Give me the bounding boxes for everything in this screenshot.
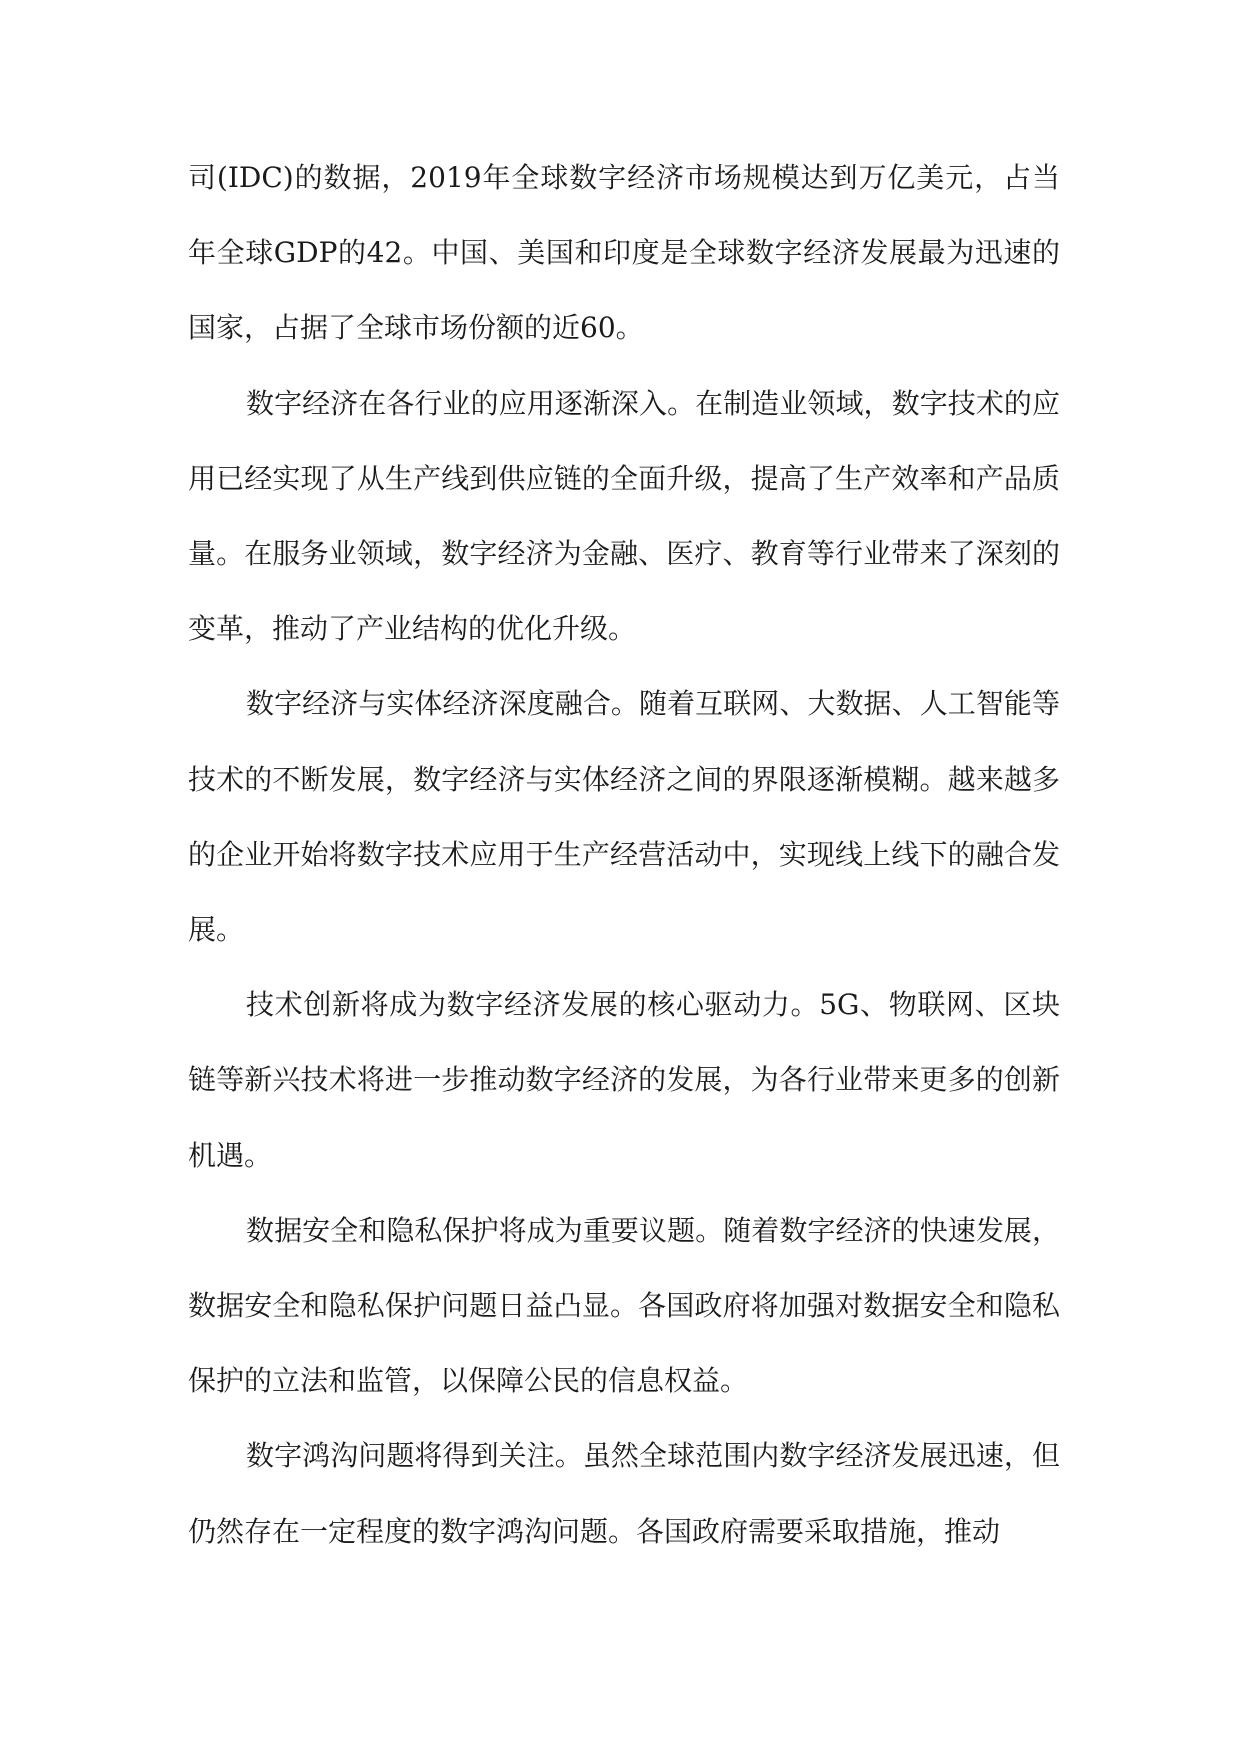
paragraph-technology-innovation: 技术创新将成为数字经济发展的核心驱动力。5G、物联网、区块链等新兴技术将进一步推动数字经济的发展，为各行业带来更多的创新机遇。 (188, 988, 1060, 1172)
document-body (188, 140, 1060, 1569)
paragraph-continuation: 司(IDC)的数据，2019年全球数字经济市场规模达到万亿美元，占当年全球GDP的42。中国、美国和印度是全球数字经济发展最为迅速的国家，占据了全球市场份额的近60。 (188, 161, 1060, 345)
paragraph-industry-application: 数字经济在各行业的应用逐渐深入。在制造业领域，数字技术的应用已经实现了从生产线到供应链的全面升级，提高了生产效率和产品质量。在服务业领域，数字经济为金融、医疗、教育等行业带来了深刻的变革，推动了产业结构的优化升级。 (188, 386, 1060, 646)
paragraph-real-economy-integration: 数字经济与实体经济深度融合。随着互联网、大数据、人工智能等技术的不断发展，数字经济与实体经济之间的界限逐渐模糊。越来越多的企业开始将数字技术应用于生产经营活动中，实现线上线下的融合发展。 (188, 687, 1060, 947)
paragraph-digital-divide: 数字鸿沟问题将得到关注。虽然全球范围内数字经济发展迅速，但仍然存在一定程度的数字鸿沟问题。各国政府需要采取措施，推动 (188, 1439, 1060, 1548)
paragraph-data-security: 数据安全和隐私保护将成为重要议题。随着数字经济的快速发展，数据安全和隐私保护问题日益凸显。各国政府将加强对数据安全和隐私保护的立法和监管，以保障公民的信息权益。 (188, 1213, 1060, 1398)
